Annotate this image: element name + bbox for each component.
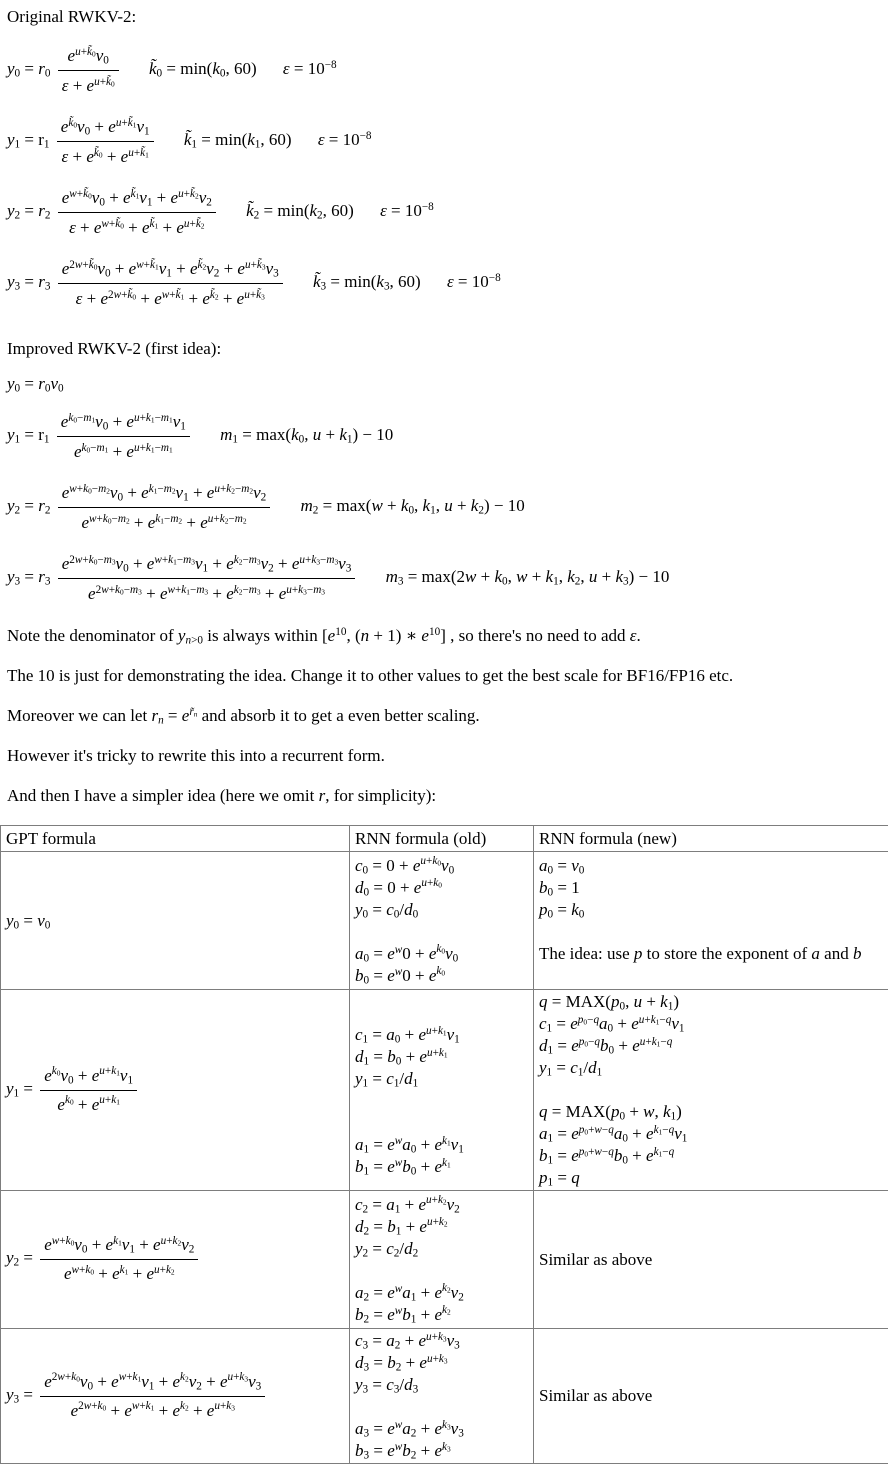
column-header: RNN formula (new)	[534, 826, 888, 852]
formula-line: $c_1 = a_0 + e^{u+k_1}v_1$	[355, 1024, 528, 1046]
section-title-original: Original RWKV-2:	[7, 6, 888, 28]
improved-formula-line: $y_3 = r_3$ $\frac{e^{2w+k_0-m_3}v_0 + e^{w+k_1-m_3}v_1 + e^{k_2-m_3}v_2 + e^{u+k_3-m_3}v_3}{e^{2w+k_0-m_3} + e^{w+k_1-m_3} + e^{k_2-m_3} + e^{u+k_3-m_3}}$ $m_3 = \max(2w + k_0$, $w + k_1$, $k_2$, $u + k_3) - 10$	[7, 550, 888, 607]
formula-line: $b_2 = e^wb_1 + e^{k_2}$	[355, 1304, 528, 1326]
note-paragraph: And then I have a simpler idea (here we omit r, for simplicity):	[7, 785, 888, 807]
rnn-old-formula-cell	[350, 1191, 534, 1329]
rnn-new-formula-cell	[534, 990, 888, 1191]
formula-line: $c_3 = a_2 + e^{u+k_3}v_3$	[355, 1330, 528, 1352]
formula-line: $b_0 = 1$	[539, 877, 883, 899]
fraction: $\frac{e^{2w+k_0-m_3}v_0 + e^{w+k_1-m_3}v_1 + e^{k_2-m_3}v_2 + e^{u+k_3-m_3}v_3}{e^{2w+k_0-m_3} + e^{w+k_1-m_3} + e^{k_2-m_3} + e^{u+k_3-m_3}}$	[58, 550, 356, 607]
formula-line: $b_1 = e^{p_0+w-q}b_0 + e^{k_1-q}$	[539, 1145, 883, 1167]
fraction: $\frac{e^{k_0-m_1}v_0 + e^{u+k_1-m_1}v_1}{e^{k_0-m_1} + e^{u+k_1-m_1}}$	[57, 408, 190, 465]
formula-line	[355, 1396, 528, 1418]
formula-line: $b_3 = e^wb_2 + e^{k_3}$	[355, 1440, 528, 1462]
formula-line: Similar as above	[539, 1385, 883, 1407]
rnn-old-formula-cell	[350, 1329, 534, 1464]
formula-line: $c_2 = a_1 + e^{u+k_2}v_2$	[355, 1194, 528, 1216]
formula-line	[539, 965, 883, 987]
improved-formula-line: $y_0 = r_0v_0$	[7, 374, 888, 394]
formula-line	[355, 1260, 528, 1282]
improved-formula-list	[0, 374, 888, 607]
formula-line: $y_2 = c_2/d_2$	[355, 1238, 528, 1260]
formula-line	[539, 921, 883, 943]
original-formula-line: $y_1 = r_1$ $\frac{e^{k̃_0}v_0 + e^{u+k̃_1}v_1}{\varepsilon + e^{k̃_0} + e^{u+k̃_1}}$ $k̃_1 = \min(k_1$, 60) $\varepsilon = 10^{-8}$	[7, 113, 888, 170]
formula-line: $d_1 = b_0 + e^{u+k_1}$	[355, 1046, 528, 1068]
formula-line: $y_0 = c_0/d_0$	[355, 899, 528, 921]
fraction: $\frac{e^{2w+k_0}v_0 + e^{w+k_1}v_1 + e^{k_2}v_2 + e^{u+k_3}v_3}{e^{2w+k_0} + e^{w+k_1} + e^{k_2} + e^{u+k_3}}$	[40, 1369, 265, 1424]
table-row	[1, 990, 888, 1191]
gpt-formula-cell: $y_2$ = $\frac{e^{w+k_0}v_0 + e^{k_1}v_1 + e^{u+k_2}v_2}{e^{w+k_0} + e^{k_1} + e^{u+k_2}}$	[1, 1191, 350, 1329]
fraction: $\frac{e^{w+k̃_0}v_0 + e^{k̃_1}v_1 + e^{u+k̃_2}v_2}{\varepsilon + e^{w+k̃_0} + e^{k̃_1} + e^{u+k̃_2}}$	[58, 184, 216, 241]
formula-line	[355, 1090, 528, 1112]
formula-line: $a_3 = e^wa_2 + e^{k_3}v_3$	[355, 1418, 528, 1440]
gpt-formula-cell: $y_3$ = $\frac{e^{2w+k_0}v_0 + e^{w+k_1}v_1 + e^{k_2}v_2 + e^{u+k_3}v_3}{e^{2w+k_0} + e^{w+k_1} + e^{k_2} + e^{u+k_3}}$	[1, 1329, 350, 1464]
formula-line: $a_2 = e^wa_1 + e^{k_2}v_2$	[355, 1282, 528, 1304]
original-formula-line: $y_2 = r_2$ $\frac{e^{w+k̃_0}v_0 + e^{k̃_1}v_1 + e^{u+k̃_2}v_2}{\varepsilon + e^{w+k̃_0} + e^{k̃_1} + e^{u+k̃_2}}$ $k̃_2 = \min(k_2$, 60) $\varepsilon = 10^{-8}$	[7, 184, 888, 241]
section-title-improved: Improved RWKV-2 (first idea):	[7, 338, 888, 360]
formula-line: $a_0 = e^w0 + e^{k_0}v_0$	[355, 943, 528, 965]
formula-line: $y_1 = c_1/d_1$	[539, 1057, 883, 1079]
formula-line: $a_1 = e^wa_0 + e^{k_1}v_1$	[355, 1134, 528, 1156]
formula-line: $c_1 = e^{p_0-q}a_0 + e^{u+k_1-q}v_1$	[539, 1013, 883, 1035]
formula-line: $b_0 = e^w0 + e^{k_0}$	[355, 965, 528, 987]
formula-line: $d_1 = e^{p_0-q}b_0 + e^{u+k_1-q}$	[539, 1035, 883, 1057]
formula-line: $y_1 = c_1/d_1$	[355, 1068, 528, 1090]
improved-formula-line: $y_1 = r_1$ $\frac{e^{k_0-m_1}v_0 + e^{u+k_1-m_1}v_1}{e^{k_0-m_1} + e^{u+k_1-m_1}}$ $m_1 = \max(k_0$, $u + k_1) - 10$	[7, 408, 888, 465]
note-paragraph: Note the denominator of $y_{n>0}$ is always within [$e^{10}$, (n + 1) ∗ $e^{10}$] , so there's no need to add ε.	[7, 625, 888, 647]
formula-line: $y_3 = c_3/d_3$	[355, 1374, 528, 1396]
formula-line: $d_0 = 0 + e^{u+k_0}$	[355, 877, 528, 899]
fraction: $\frac{e^{k̃_0}v_0 + e^{u+k̃_1}v_1}{\varepsilon + e^{k̃_0} + e^{u+k̃_1}}$	[57, 113, 154, 170]
column-header: GPT formula	[1, 826, 350, 852]
formula-line: $a_1 = e^{p_0+w-q}a_0 + e^{k_1-q}v_1$	[539, 1123, 883, 1145]
improved-formula-line: $y_2 = r_2$ $\frac{e^{w+k_0-m_2}v_0 + e^{k_1-m_2}v_1 + e^{u+k_2-m_2}v_2}{e^{w+k_0-m_2} + e^{k_1-m_2} + e^{u+k_2-m_2}}$ $m_2 = \max(w + k_0$, $k_1$, $u + k_2) - 10$	[7, 479, 888, 536]
fraction: $\frac{e^{2w+k̃_0}v_0 + e^{w+k̃_1}v_1 + e^{k̃_2}v_2 + e^{u+k̃_3}v_3}{\varepsilon + e^{2w+k̃_0} + e^{w+k̃_1} + e^{k̃_2} + e^{u+k̃_3}}$	[58, 255, 283, 312]
gpt-formula-cell: $y_1$ = $\frac{e^{k_0}v_0 + e^{u+k_1}v_1}{e^{k_0} + e^{u+k_1}}$	[1, 990, 350, 1191]
rnn-new-formula-cell	[534, 1329, 888, 1464]
formula-line: The idea: use p to store the exponent of a and b	[539, 943, 883, 965]
gpt-formula-cell: $y_0 = v_0$	[1, 852, 350, 990]
formula-line: $b_1 = e^wb_0 + e^{k_1}$	[355, 1156, 528, 1178]
original-formula-line: $y_0 = r_0$ $\frac{e^{u+k̃_0}v_0}{\varepsilon + e^{u+k̃_0}}$ $k̃_0 = \min(k_0$, 60) $\varepsilon = 10^{-8}$	[7, 42, 888, 99]
rnn-old-formula-cell	[350, 852, 534, 990]
formula-line: $c_0 = 0 + e^{u+k_0}v_0$	[355, 855, 528, 877]
formula-line	[355, 1112, 528, 1134]
formula-line	[355, 921, 528, 943]
formula-line: $d_2 = b_1 + e^{u+k_2}$	[355, 1216, 528, 1238]
column-header: RNN formula (old)	[350, 826, 534, 852]
table-header-row	[1, 826, 888, 852]
note-paragraph: The 10 is just for demonstrating the idea. Change it to other values to get the best scale for BF16/FP16 etc.	[7, 665, 888, 687]
formula-line	[539, 1079, 883, 1101]
rnn-new-formula-cell	[534, 852, 888, 990]
original-formula-line: $y_3 = r_3$ $\frac{e^{2w+k̃_0}v_0 + e^{w+k̃_1}v_1 + e^{k̃_2}v_2 + e^{u+k̃_3}v_3}{\varepsilon + e^{2w+k̃_0} + e^{w+k̃_1} + e^{k̃_2} + e^{u+k̃_3}}$ $k̃_3 = \min(k_3$, 60) $\varepsilon = 10^{-8}$	[7, 255, 888, 312]
formula-line: Similar as above	[539, 1249, 883, 1271]
note-paragraph: Moreover we can let $r_n = e^{r̃_n}$ and absorb it to get a even better scaling.	[7, 705, 888, 727]
formula-line: $p_1 = q$	[539, 1167, 883, 1189]
notes-list	[0, 625, 888, 807]
table-row	[1, 852, 888, 990]
rnn-new-formula-cell	[534, 1191, 888, 1329]
formula-line: $a_0 = v_0$	[539, 855, 883, 877]
formula-line	[355, 1002, 528, 1024]
fraction: $\frac{e^{k_0}v_0 + e^{u+k_1}v_1}{e^{k_0} + e^{u+k_1}}$	[40, 1063, 137, 1118]
table-row	[1, 1191, 888, 1329]
original-formula-list	[0, 42, 888, 312]
fraction: $\frac{e^{w+k_0}v_0 + e^{k_1}v_1 + e^{u+k_2}v_2}{e^{w+k_0} + e^{k_1} + e^{u+k_2}}$	[40, 1232, 198, 1287]
rnn-old-formula-cell	[350, 990, 534, 1191]
table-row	[1, 1329, 888, 1464]
formula-line: $p_0 = k_0$	[539, 899, 883, 921]
note-paragraph: However it's tricky to rewrite this into a recurrent form.	[7, 745, 888, 767]
formula-line: $q = MAX(p_0 + w$, $k_1$)	[539, 1101, 883, 1123]
fraction: $\frac{e^{w+k_0-m_2}v_0 + e^{k_1-m_2}v_1 + e^{u+k_2-m_2}v_2}{e^{w+k_0-m_2} + e^{k_1-m_2} + e^{u+k_2-m_2}}$	[58, 479, 271, 536]
formula-line: $d_3 = b_2 + e^{u+k_3}$	[355, 1352, 528, 1374]
fraction: $\frac{e^{u+k̃_0}v_0}{\varepsilon + e^{u+k̃_0}}$	[58, 42, 119, 99]
formula-comparison-table	[0, 825, 888, 1464]
formula-line: $q = MAX(p_0$, $u + k_1$)	[539, 991, 883, 1013]
